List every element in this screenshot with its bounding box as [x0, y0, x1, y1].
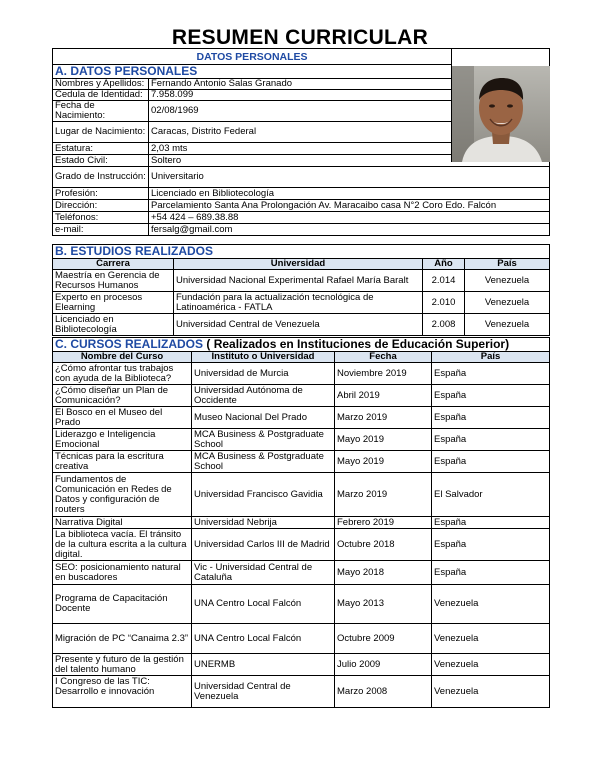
value-civil-status: Soltero — [149, 155, 550, 167]
col-instituto: Instituto o Universidad — [192, 352, 335, 363]
label-height: Estatura: — [53, 143, 149, 155]
table-row: Licenciado en Bibliotecología Universidad Central de Venezuela 2.008 Venezuela — [53, 314, 550, 336]
label-id: Cedula de Identidad: — [53, 90, 149, 101]
value-birthplace: Caracas, Distrito Federal — [149, 122, 452, 143]
value-name: Fernando Antonio Salas Granado — [149, 79, 452, 90]
table-row: SEO: posicionamiento natural en buscadores Vic - Universidad Central de Cataluña Mayo 2018 España — [53, 561, 550, 585]
courses-table — [52, 337, 550, 708]
section-c-title — [53, 338, 550, 352]
table-row: Experto en procesos Elearning Fundación para la actualización tecnológica de Latinoamérica - FATLA 2.010 Venezuela — [53, 292, 550, 314]
col-carrera: Carrera — [53, 259, 174, 270]
section-a-title: A. DATOS PERSONALES — [53, 65, 452, 79]
value-birthdate: 02/08/1969 — [149, 101, 452, 122]
table-row: Liderazgo e Inteligencia Emocional MCA Business & Postgraduate School Mayo 2019 España — [53, 429, 550, 451]
col-curso: Nombre del Curso — [53, 352, 192, 363]
col-pais: País — [432, 352, 550, 363]
label-phones: Teléfonos: — [53, 212, 149, 224]
table-row: ¿Cómo diseñar un Plan de Comunicación? Universidad Autónoma de Occidente Abril 2019 España — [53, 385, 550, 407]
col-universidad: Universidad — [174, 259, 423, 270]
table-row: La biblioteca vacía. El tránsito de la cultura escrita a la cultura digital. Universidad Carlos III de Madrid Octubre 2018 España — [53, 529, 550, 561]
value-profession: Licenciado en Bibliotecología — [149, 188, 550, 200]
table-row: Maestría en Gerencia de Recursos Humanos Universidad Nacional Experimental Rafael María Baralt 2.014 Venezuela — [53, 270, 550, 292]
label-birthplace: Lugar de Nacimiento: — [53, 122, 149, 143]
value-address: Parcelamiento Santa Ana Prolongación Av. Maracaibo casa N°2 Coro Edo. Falcón — [149, 200, 550, 212]
label-education: Grado de Instrucción: — [53, 167, 149, 188]
personal-header: DATOS PERSONALES — [53, 49, 452, 65]
table-row: Presente y futuro de la gestión del talento humano UNERMB Julio 2009 Venezuela — [53, 654, 550, 676]
page-title: RESUMEN CURRICULAR — [171, 26, 429, 49]
section-b-title: B. ESTUDIOS REALIZADOS — [53, 245, 550, 259]
table-row: El Bosco en el Museo del Prado Museo Nacional Del Prado Marzo 2019 España — [53, 407, 550, 429]
table-row: Fundamentos de Comunicación en Redes de Datos y configuración de routers Universidad Francisco Gavidia Marzo 2019 El Salvador — [53, 473, 550, 517]
section-c-subtitle: ( Realizados en Instituciones de Educación Superior) — [206, 337, 510, 351]
label-name: Nombres y Apellidos: — [53, 79, 149, 90]
label-civil-status: Estado Civil: — [53, 155, 149, 167]
col-pais: País — [465, 259, 550, 270]
table-row: ¿Cómo afrontar tus trabajos con ayuda de la Biblioteca? Universidad de Murcia Noviembre 2019 España — [53, 363, 550, 385]
value-phones: +54 424 – 689.38.88 — [149, 212, 550, 224]
table-row: Programa de Capacitación Docente UNA Centro Local Falcón Mayo 2013 Venezuela — [53, 585, 550, 624]
table-row: I Congreso de las TIC: Desarrollo e innovación Universidad Central de Venezuela Marzo 2008 Venezuela — [53, 676, 550, 708]
value-height: 2,03 mts — [149, 143, 550, 155]
col-fecha: Fecha — [335, 352, 432, 363]
label-address: Dirección: — [53, 200, 149, 212]
value-education: Universitario — [149, 167, 550, 188]
studies-table — [52, 244, 550, 336]
table-row: Narrativa Digital Universidad Nebrija Febrero 2019 España — [53, 517, 550, 529]
label-birthdate: Fecha de Nacimiento: — [53, 101, 149, 122]
section-c-label: C. CURSOS REALIZADOS — [55, 337, 204, 351]
table-row: Técnicas para la escritura creativa MCA Business & Postgraduate School Mayo 2019 España — [53, 451, 550, 473]
value-email[interactable]: fersalg@gmail.com — [149, 224, 550, 236]
profile-photo — [451, 66, 550, 162]
col-anio: Año — [423, 259, 465, 270]
table-row: Migración de PC “Canaima 2.3” UNA Centro Local Falcón Octubre 2009 Venezuela — [53, 624, 550, 654]
label-email: e-mail: — [53, 224, 149, 236]
label-profession: Profesión: — [53, 188, 149, 200]
value-id: 7.958.099 — [149, 90, 452, 101]
